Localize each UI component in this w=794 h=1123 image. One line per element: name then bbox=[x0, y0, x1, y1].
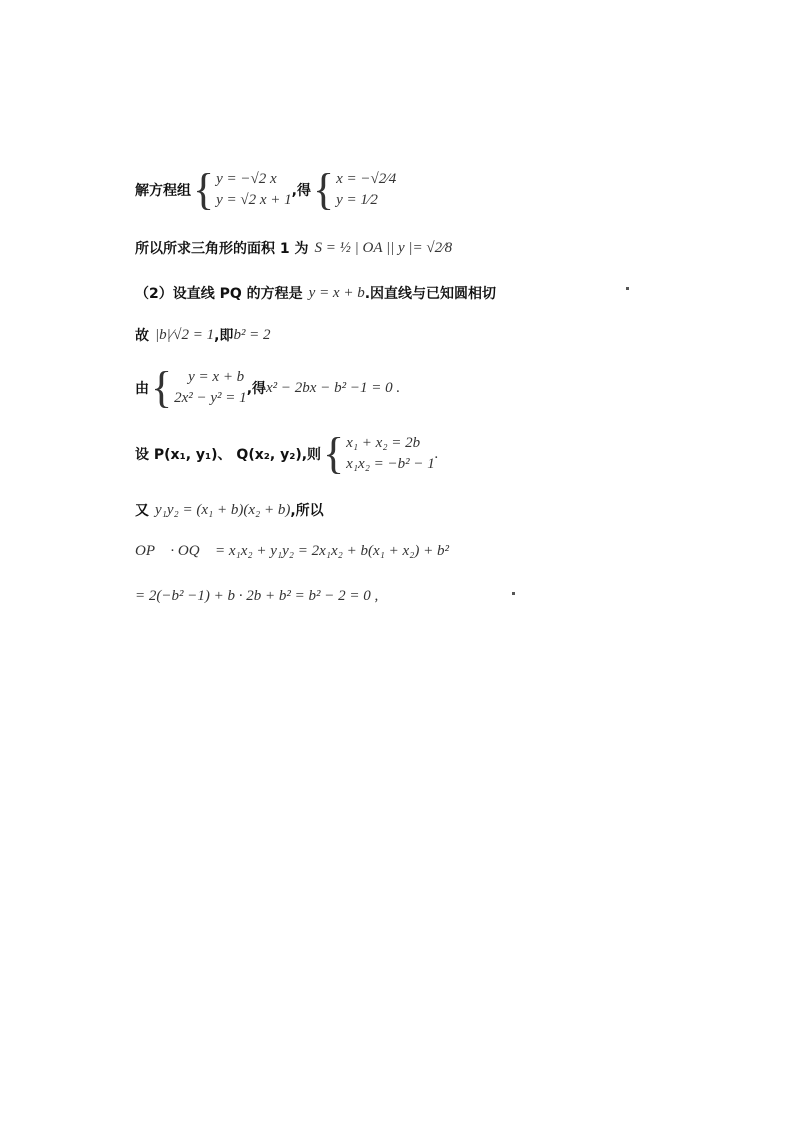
points-lead: 设 P(x₁, y₁)、 Q(x₂, y₂),则 bbox=[135, 447, 322, 463]
tangent-formula: |b|⁄√2 = 1 bbox=[155, 326, 215, 343]
tangent-mid: ,即 bbox=[214, 328, 234, 344]
step1-system-a bbox=[216, 169, 292, 211]
part2-text2: .因直线与已知圆相切 bbox=[364, 286, 497, 302]
also-formula: y₁y₂ = (x₁ + b)(x₂ + b) bbox=[155, 501, 291, 518]
points-end: . bbox=[434, 445, 439, 462]
also-tail: ,所以 bbox=[290, 503, 324, 519]
solve-system bbox=[174, 367, 247, 409]
solve-eq2: 2x² − y² = 1 bbox=[174, 390, 247, 406]
area-line bbox=[135, 238, 452, 258]
solve-mid: ,得 bbox=[246, 381, 267, 397]
solve-line bbox=[135, 363, 401, 412]
solve-eq1: y = x + b bbox=[188, 369, 245, 385]
step1-line bbox=[135, 165, 397, 214]
step1-lead: 解方程组 bbox=[135, 183, 191, 199]
solve-result: x² − 2bx − b² −1 = 0 . bbox=[266, 379, 401, 396]
part2-line bbox=[135, 283, 496, 303]
points-line bbox=[135, 429, 439, 478]
area-formula: S = ½ | OA || y |= √2⁄8 bbox=[314, 239, 453, 256]
points-eq2: x₁x₂ = −b² − 1 bbox=[346, 456, 435, 472]
step1-mid: ,得 bbox=[291, 183, 311, 199]
step1-sys-a-eq2: y = √2 x + 1 bbox=[216, 192, 292, 208]
brace-icon: { bbox=[323, 429, 345, 478]
brace-icon: { bbox=[151, 363, 173, 412]
dot-product-line2 bbox=[135, 588, 378, 605]
also-lead: 又 bbox=[135, 503, 149, 519]
points-eq1: x₁ + x₂ = 2b bbox=[346, 435, 421, 451]
tangent-lead: 故 bbox=[135, 328, 149, 344]
scan-mark bbox=[512, 592, 515, 595]
also-line bbox=[135, 500, 324, 520]
part2-formula: y = x + b bbox=[308, 284, 365, 301]
scan-mark bbox=[626, 287, 629, 290]
step1-sys-a-eq1: y = −√2 x bbox=[216, 171, 277, 187]
points-system bbox=[346, 433, 435, 475]
step1-system-b bbox=[336, 169, 396, 211]
step1-sys-b-eq1: x = −√2⁄4 bbox=[336, 171, 397, 187]
step1-sys-b-eq2: y = 1⁄2 bbox=[336, 192, 378, 208]
dot-product-eq2: = 2(−b² −1) + b · 2b + b² = b² − 2 = 0 , bbox=[135, 588, 379, 604]
part2-text1: （2）设直线 PQ 的方程是 bbox=[135, 286, 303, 302]
brace-icon: { bbox=[193, 165, 215, 214]
dot-product-eq1: OP⃗ · OQ⃗ = x₁x₂ + y₁y₂ = 2x₁x₂ + b(x₁ + x₂) + b² bbox=[135, 543, 449, 559]
area-text: 所以所求三角形的面积 1 为 bbox=[135, 241, 309, 257]
dot-product-line1 bbox=[135, 543, 449, 560]
brace-icon: { bbox=[313, 165, 335, 214]
tangent-line bbox=[135, 325, 271, 345]
solve-lead: 由 bbox=[135, 381, 149, 397]
tangent-result: b² = 2 bbox=[233, 326, 271, 343]
